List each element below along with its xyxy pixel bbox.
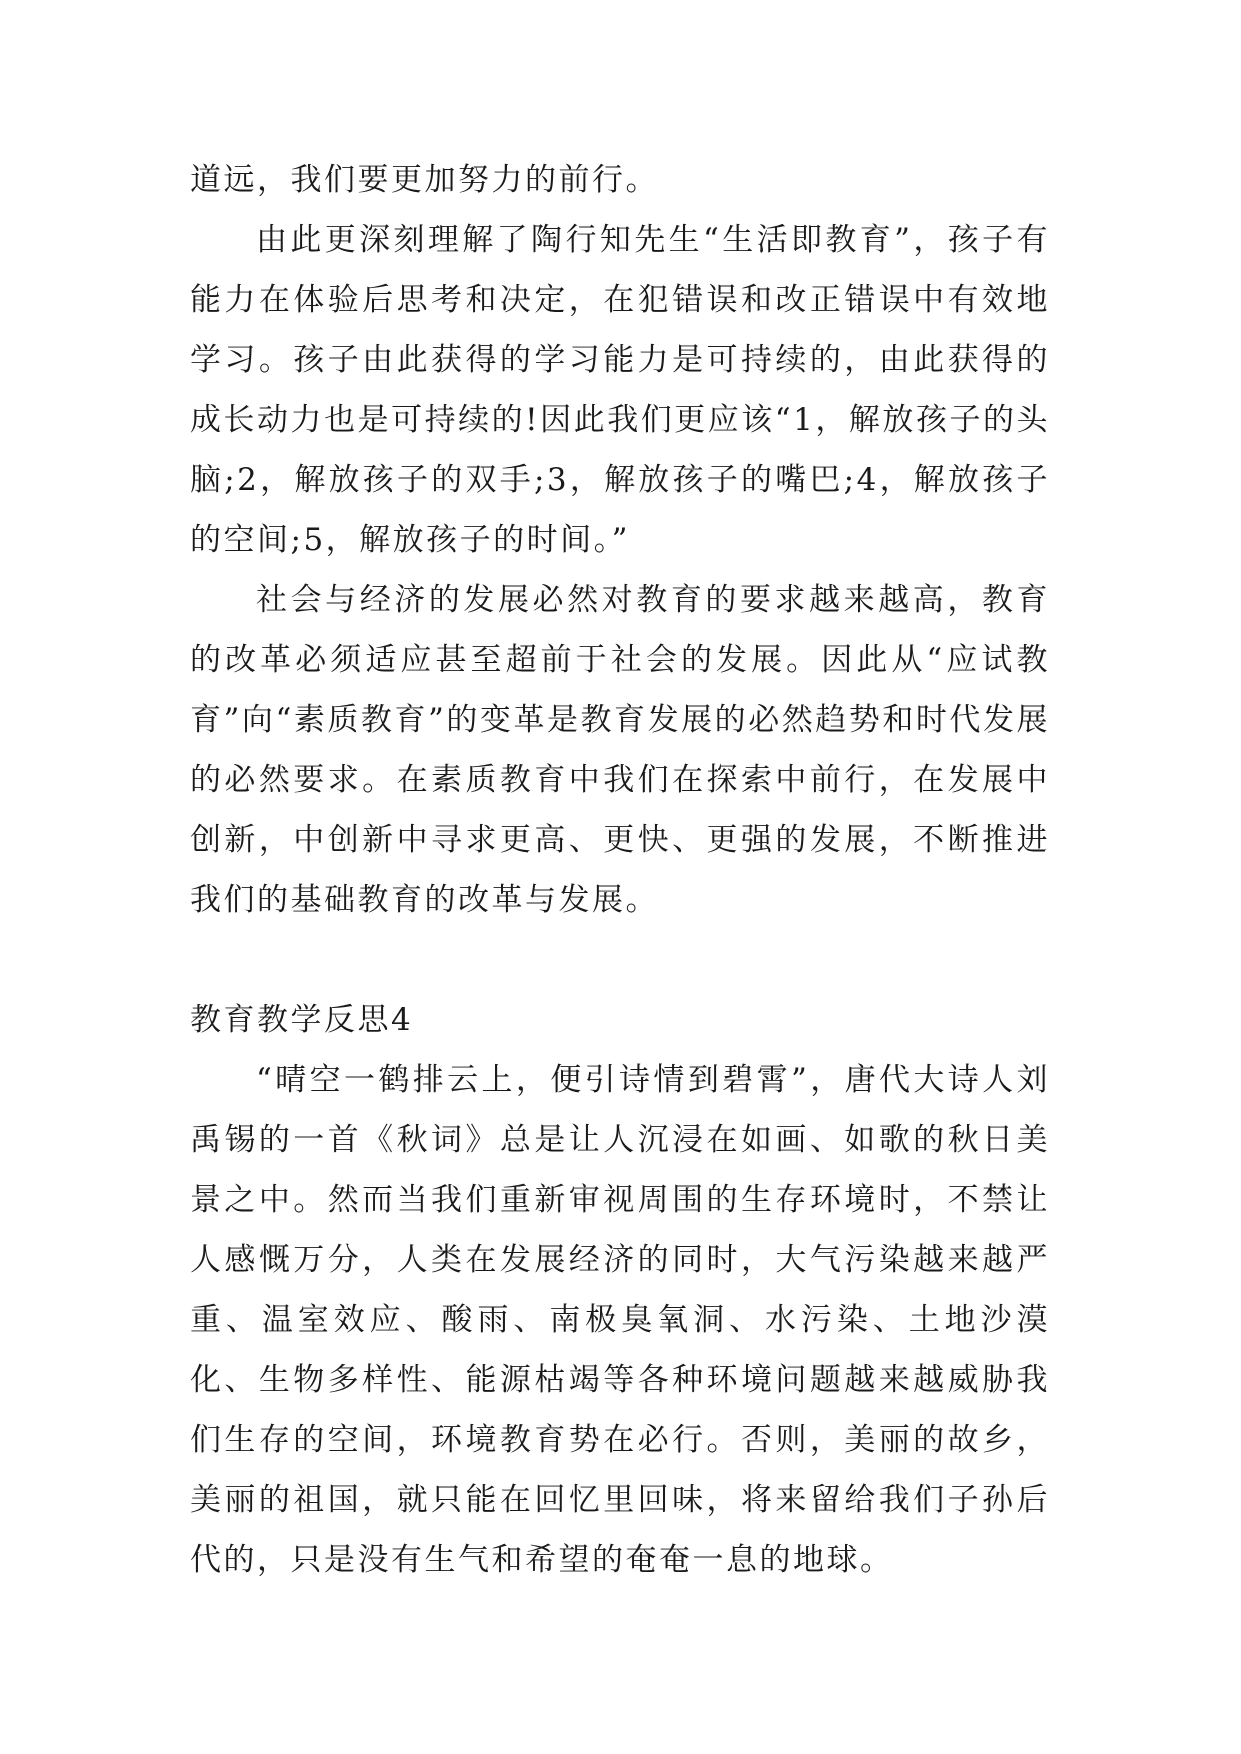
paragraph-life-is-education: 由此更深刻理解了陶行知先生“生活即教育”，孩子有能力在体验后思考和决定，在犯错误和改正错误中有效地学习。孩子由此获得的学习能力是可持续的，由此获得的成长动力也是可持续的!因此我们更应该“1，解放孩子的头脑;2，解放孩子的双手;3，解放孩子的嘴巴;4，解放孩子的空间;5，解放孩子的时间。” bbox=[190, 222, 1050, 558]
section-heading: 教育教学反思4 bbox=[190, 1002, 414, 1038]
document-page bbox=[190, 150, 1050, 1590]
continuation-paragraph: 道远，我们要更加努力的前行。 bbox=[190, 162, 659, 198]
paragraph-quality-education: 社会与经济的发展必然对教育的要求越来越高，教育的改革必须适应甚至超前于社会的发展。因此从“应试教育”向“素质教育”的变革是教育发展的必然趋势和时代发展的必然要求。在素质教育中我们在探索中前行，在发展中创新，中创新中寻求更高、更快、更强的发展，不断推进我们的基础教育的改革与发展。 bbox=[190, 582, 1050, 918]
paragraph-environment-education: “晴空一鹤排云上，便引诗情到碧霄”，唐代大诗人刘禹锡的一首《秋词》总是让人沉浸在如画、如歌的秋日美景之中。然而当我们重新审视周围的生存环境时，不禁让人感慨万分，人类在发展经济的同时，大气污染越来越严重、温室效应、酸雨、南极臭氧洞、水污染、土地沙漠化、生物多样性、能源枯竭等各种环境问题越来越威胁我们生存的空间，环境教育势在必行。否则，美丽的故乡，美丽的祖国，就只能在回忆里回味，将来留给我们子孙后代的，只是没有生气和希望的奄奄一息的地球。 bbox=[190, 1062, 1050, 1578]
